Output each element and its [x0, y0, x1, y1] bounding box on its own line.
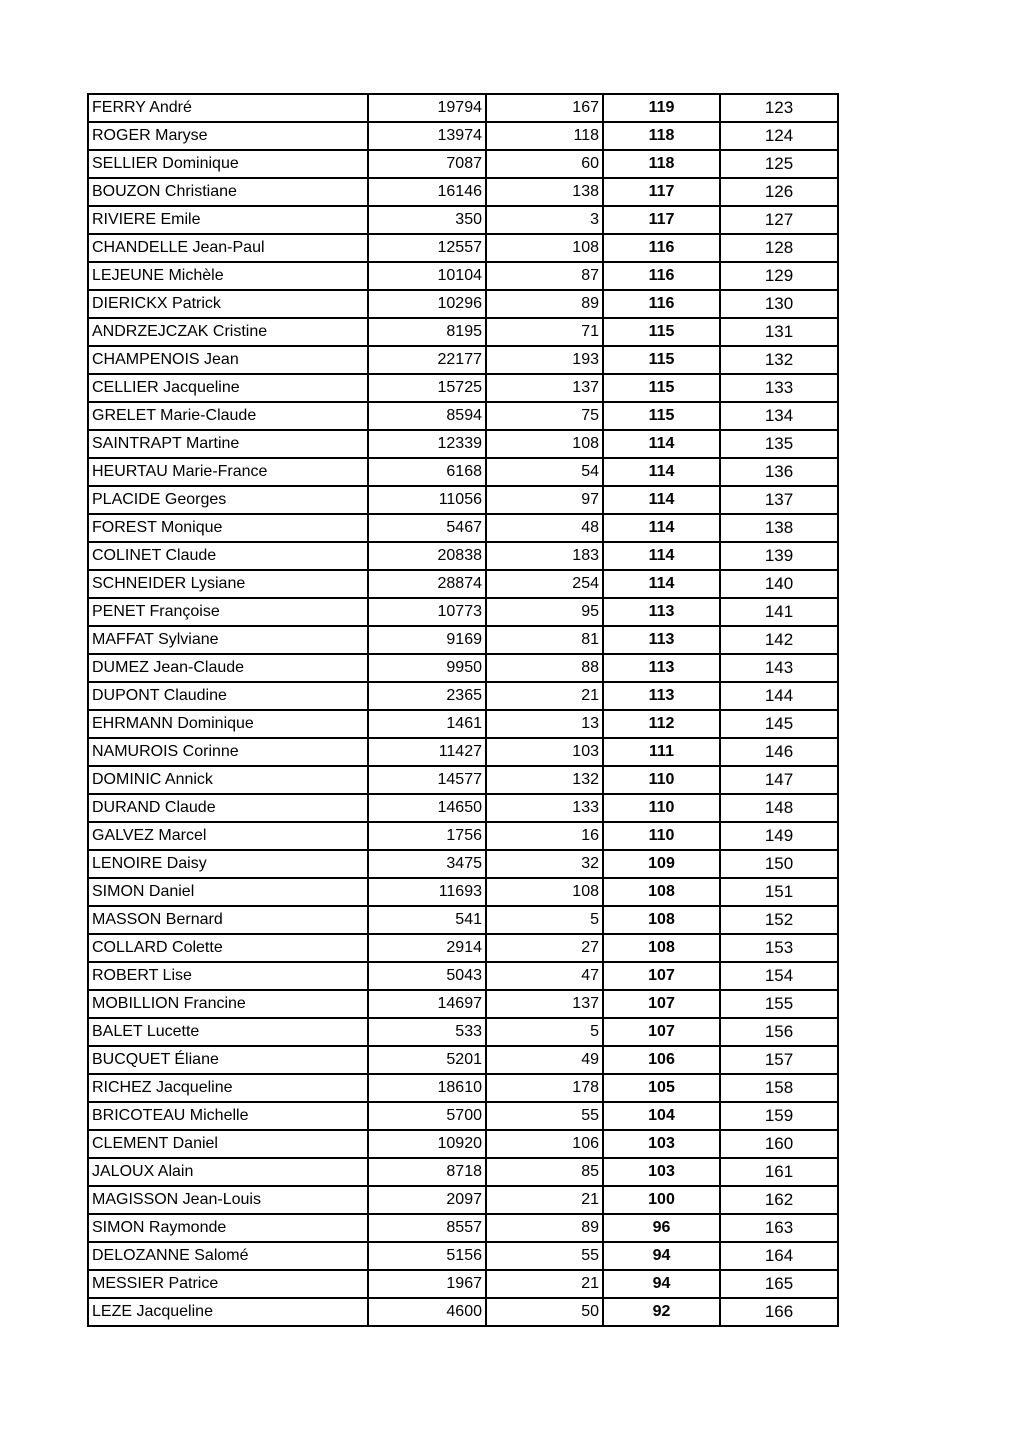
player-name-cell: DUMEZ Jean-Claude — [88, 654, 368, 682]
average-cell: 118 — [603, 150, 720, 178]
total-cell: 11693 — [368, 878, 486, 906]
average-cell: 114 — [603, 542, 720, 570]
count-cell: 138 — [486, 178, 603, 206]
table-row — [88, 150, 838, 178]
average-cell: 103 — [603, 1158, 720, 1186]
player-name-cell: BALET Lucette — [88, 1018, 368, 1046]
total-cell: 6168 — [368, 458, 486, 486]
table-row — [88, 962, 838, 990]
average-cell: 110 — [603, 794, 720, 822]
total-cell: 3475 — [368, 850, 486, 878]
average-cell: 104 — [603, 1102, 720, 1130]
rank-cell: 151 — [720, 878, 838, 906]
rank-cell: 141 — [720, 598, 838, 626]
rank-cell: 155 — [720, 990, 838, 1018]
player-name-cell: COLINET Claude — [88, 542, 368, 570]
total-cell: 8718 — [368, 1158, 486, 1186]
count-cell: 16 — [486, 822, 603, 850]
average-cell: 114 — [603, 486, 720, 514]
table-row — [88, 1186, 838, 1214]
count-cell: 108 — [486, 430, 603, 458]
player-name-cell: GALVEZ Marcel — [88, 822, 368, 850]
count-cell: 254 — [486, 570, 603, 598]
rank-cell: 130 — [720, 290, 838, 318]
rank-cell: 154 — [720, 962, 838, 990]
total-cell: 9950 — [368, 654, 486, 682]
count-cell: 75 — [486, 402, 603, 430]
count-cell: 27 — [486, 934, 603, 962]
rank-cell: 165 — [720, 1270, 838, 1298]
player-name-cell: BRICOTEAU Michelle — [88, 1102, 368, 1130]
count-cell: 32 — [486, 850, 603, 878]
rank-cell: 147 — [720, 766, 838, 794]
average-cell: 114 — [603, 458, 720, 486]
count-cell: 88 — [486, 654, 603, 682]
table-row — [88, 654, 838, 682]
rank-cell: 163 — [720, 1214, 838, 1242]
count-cell: 89 — [486, 290, 603, 318]
count-cell: 118 — [486, 122, 603, 150]
total-cell: 13974 — [368, 122, 486, 150]
table-row — [88, 1018, 838, 1046]
table-row — [88, 374, 838, 402]
table-row — [88, 458, 838, 486]
rank-cell: 162 — [720, 1186, 838, 1214]
player-name-cell: JALOUX Alain — [88, 1158, 368, 1186]
average-cell: 116 — [603, 262, 720, 290]
rank-cell: 132 — [720, 346, 838, 374]
average-cell: 113 — [603, 626, 720, 654]
average-cell: 106 — [603, 1046, 720, 1074]
player-name-cell: MAFFAT Sylviane — [88, 626, 368, 654]
average-cell: 114 — [603, 430, 720, 458]
table-row — [88, 542, 838, 570]
rank-cell: 157 — [720, 1046, 838, 1074]
player-name-cell: CELLIER Jacqueline — [88, 374, 368, 402]
count-cell: 48 — [486, 514, 603, 542]
average-cell: 114 — [603, 570, 720, 598]
total-cell: 2097 — [368, 1186, 486, 1214]
player-name-cell: DELOZANNE Salomé — [88, 1242, 368, 1270]
rank-cell: 146 — [720, 738, 838, 766]
average-cell: 118 — [603, 122, 720, 150]
table-row — [88, 290, 838, 318]
rank-cell: 161 — [720, 1158, 838, 1186]
total-cell: 5156 — [368, 1242, 486, 1270]
count-cell: 13 — [486, 710, 603, 738]
count-cell: 47 — [486, 962, 603, 990]
rank-cell: 135 — [720, 430, 838, 458]
rank-cell: 136 — [720, 458, 838, 486]
player-name-cell: ROGER Maryse — [88, 122, 368, 150]
total-cell: 11427 — [368, 738, 486, 766]
table-row — [88, 262, 838, 290]
player-name-cell: CHAMPENOIS Jean — [88, 346, 368, 374]
rank-cell: 123 — [720, 94, 838, 122]
rank-cell: 125 — [720, 150, 838, 178]
rank-cell: 127 — [720, 206, 838, 234]
count-cell: 5 — [486, 906, 603, 934]
count-cell: 167 — [486, 94, 603, 122]
results-table-body — [88, 94, 838, 1326]
rank-cell: 166 — [720, 1298, 838, 1326]
total-cell: 533 — [368, 1018, 486, 1046]
table-row — [88, 430, 838, 458]
average-cell: 107 — [603, 990, 720, 1018]
total-cell: 9169 — [368, 626, 486, 654]
player-name-cell: FOREST Monique — [88, 514, 368, 542]
rank-cell: 128 — [720, 234, 838, 262]
average-cell: 107 — [603, 962, 720, 990]
rank-cell: 134 — [720, 402, 838, 430]
table-row — [88, 206, 838, 234]
average-cell: 103 — [603, 1130, 720, 1158]
total-cell: 8557 — [368, 1214, 486, 1242]
player-name-cell: NAMUROIS Corinne — [88, 738, 368, 766]
rank-cell: 139 — [720, 542, 838, 570]
total-cell: 10296 — [368, 290, 486, 318]
count-cell: 108 — [486, 234, 603, 262]
table-row — [88, 94, 838, 122]
player-name-cell: GRELET Marie-Claude — [88, 402, 368, 430]
table-row — [88, 850, 838, 878]
count-cell: 103 — [486, 738, 603, 766]
count-cell: 21 — [486, 1270, 603, 1298]
table-row — [88, 346, 838, 374]
player-name-cell: DOMINIC Annick — [88, 766, 368, 794]
table-row — [88, 570, 838, 598]
rank-cell: 126 — [720, 178, 838, 206]
table-row — [88, 402, 838, 430]
table-row — [88, 1298, 838, 1326]
player-name-cell: SIMON Raymonde — [88, 1214, 368, 1242]
count-cell: 71 — [486, 318, 603, 346]
table-row — [88, 738, 838, 766]
player-name-cell: COLLARD Colette — [88, 934, 368, 962]
count-cell: 60 — [486, 150, 603, 178]
total-cell: 7087 — [368, 150, 486, 178]
count-cell: 106 — [486, 1130, 603, 1158]
count-cell: 108 — [486, 878, 603, 906]
table-row — [88, 1102, 838, 1130]
total-cell: 2914 — [368, 934, 486, 962]
player-name-cell: DIERICKX Patrick — [88, 290, 368, 318]
total-cell: 5201 — [368, 1046, 486, 1074]
average-cell: 100 — [603, 1186, 720, 1214]
count-cell: 21 — [486, 682, 603, 710]
rank-cell: 164 — [720, 1242, 838, 1270]
average-cell: 94 — [603, 1242, 720, 1270]
count-cell: 55 — [486, 1102, 603, 1130]
rank-cell: 148 — [720, 794, 838, 822]
count-cell: 85 — [486, 1158, 603, 1186]
count-cell: 87 — [486, 262, 603, 290]
rank-cell: 156 — [720, 1018, 838, 1046]
total-cell: 541 — [368, 906, 486, 934]
total-cell: 4600 — [368, 1298, 486, 1326]
table-row — [88, 794, 838, 822]
player-name-cell: FERRY André — [88, 94, 368, 122]
average-cell: 113 — [603, 598, 720, 626]
table-row — [88, 1270, 838, 1298]
rank-cell: 145 — [720, 710, 838, 738]
table-row — [88, 514, 838, 542]
total-cell: 8594 — [368, 402, 486, 430]
count-cell: 178 — [486, 1074, 603, 1102]
rank-cell: 153 — [720, 934, 838, 962]
player-name-cell: DURAND Claude — [88, 794, 368, 822]
average-cell: 113 — [603, 654, 720, 682]
rank-cell: 131 — [720, 318, 838, 346]
total-cell: 11056 — [368, 486, 486, 514]
count-cell: 89 — [486, 1214, 603, 1242]
player-name-cell: BUCQUET Éliane — [88, 1046, 368, 1074]
count-cell: 183 — [486, 542, 603, 570]
results-table — [87, 93, 839, 1327]
average-cell: 114 — [603, 514, 720, 542]
average-cell: 115 — [603, 402, 720, 430]
average-cell: 113 — [603, 682, 720, 710]
average-cell: 115 — [603, 346, 720, 374]
average-cell: 108 — [603, 906, 720, 934]
average-cell: 94 — [603, 1270, 720, 1298]
player-name-cell: MOBILLION Francine — [88, 990, 368, 1018]
rank-cell: 158 — [720, 1074, 838, 1102]
rank-cell: 137 — [720, 486, 838, 514]
rank-cell: 152 — [720, 906, 838, 934]
average-cell: 117 — [603, 206, 720, 234]
rank-cell: 150 — [720, 850, 838, 878]
total-cell: 10773 — [368, 598, 486, 626]
count-cell: 133 — [486, 794, 603, 822]
player-name-cell: PLACIDE Georges — [88, 486, 368, 514]
table-row — [88, 1046, 838, 1074]
total-cell: 16146 — [368, 178, 486, 206]
player-name-cell: SAINTRAPT Martine — [88, 430, 368, 458]
count-cell: 95 — [486, 598, 603, 626]
total-cell: 5043 — [368, 962, 486, 990]
table-row — [88, 1130, 838, 1158]
average-cell: 109 — [603, 850, 720, 878]
average-cell: 110 — [603, 766, 720, 794]
total-cell: 19794 — [368, 94, 486, 122]
table-row — [88, 318, 838, 346]
table-row — [88, 934, 838, 962]
rank-cell: 143 — [720, 654, 838, 682]
average-cell: 116 — [603, 234, 720, 262]
count-cell: 97 — [486, 486, 603, 514]
count-cell: 50 — [486, 1298, 603, 1326]
total-cell: 12557 — [368, 234, 486, 262]
total-cell: 14577 — [368, 766, 486, 794]
total-cell: 28874 — [368, 570, 486, 598]
player-name-cell: HEURTAU Marie-France — [88, 458, 368, 486]
average-cell: 110 — [603, 822, 720, 850]
player-name-cell: LEJEUNE Michèle — [88, 262, 368, 290]
table-row — [88, 234, 838, 262]
rank-cell: 149 — [720, 822, 838, 850]
total-cell: 22177 — [368, 346, 486, 374]
table-row — [88, 710, 838, 738]
average-cell: 108 — [603, 934, 720, 962]
total-cell: 12339 — [368, 430, 486, 458]
average-cell: 92 — [603, 1298, 720, 1326]
player-name-cell: MESSIER Patrice — [88, 1270, 368, 1298]
table-row — [88, 122, 838, 150]
rank-cell: 142 — [720, 626, 838, 654]
average-cell: 119 — [603, 94, 720, 122]
player-name-cell: BOUZON Christiane — [88, 178, 368, 206]
table-row — [88, 1242, 838, 1270]
total-cell: 8195 — [368, 318, 486, 346]
player-name-cell: MAGISSON Jean-Louis — [88, 1186, 368, 1214]
average-cell: 117 — [603, 178, 720, 206]
player-name-cell: SIMON Daniel — [88, 878, 368, 906]
total-cell: 5700 — [368, 1102, 486, 1130]
total-cell: 15725 — [368, 374, 486, 402]
total-cell: 14697 — [368, 990, 486, 1018]
total-cell: 350 — [368, 206, 486, 234]
player-name-cell: ANDRZEJCZAK Cristine — [88, 318, 368, 346]
rank-cell: 129 — [720, 262, 838, 290]
count-cell: 3 — [486, 206, 603, 234]
count-cell: 5 — [486, 1018, 603, 1046]
player-name-cell: EHRMANN Dominique — [88, 710, 368, 738]
table-row — [88, 766, 838, 794]
table-row — [88, 1158, 838, 1186]
average-cell: 111 — [603, 738, 720, 766]
player-name-cell: CHANDELLE Jean-Paul — [88, 234, 368, 262]
player-name-cell: MASSON Bernard — [88, 906, 368, 934]
rank-cell: 159 — [720, 1102, 838, 1130]
total-cell: 1756 — [368, 822, 486, 850]
player-name-cell: SELLIER Dominique — [88, 150, 368, 178]
player-name-cell: RICHEZ Jacqueline — [88, 1074, 368, 1102]
total-cell: 18610 — [368, 1074, 486, 1102]
average-cell: 115 — [603, 374, 720, 402]
table-row — [88, 682, 838, 710]
average-cell: 116 — [603, 290, 720, 318]
player-name-cell: ROBERT Lise — [88, 962, 368, 990]
total-cell: 10920 — [368, 1130, 486, 1158]
average-cell: 112 — [603, 710, 720, 738]
count-cell: 137 — [486, 990, 603, 1018]
table-row — [88, 906, 838, 934]
total-cell: 10104 — [368, 262, 486, 290]
table-row — [88, 822, 838, 850]
table-row — [88, 598, 838, 626]
count-cell: 54 — [486, 458, 603, 486]
total-cell: 1461 — [368, 710, 486, 738]
player-name-cell: CLEMENT Daniel — [88, 1130, 368, 1158]
count-cell: 21 — [486, 1186, 603, 1214]
player-name-cell: SCHNEIDER Lysiane — [88, 570, 368, 598]
rank-cell: 138 — [720, 514, 838, 542]
average-cell: 96 — [603, 1214, 720, 1242]
average-cell: 115 — [603, 318, 720, 346]
table-row — [88, 1074, 838, 1102]
player-name-cell: LENOIRE Daisy — [88, 850, 368, 878]
total-cell: 14650 — [368, 794, 486, 822]
rank-cell: 144 — [720, 682, 838, 710]
rank-cell: 160 — [720, 1130, 838, 1158]
count-cell: 132 — [486, 766, 603, 794]
count-cell: 81 — [486, 626, 603, 654]
total-cell: 2365 — [368, 682, 486, 710]
average-cell: 107 — [603, 1018, 720, 1046]
table-row — [88, 178, 838, 206]
average-cell: 108 — [603, 878, 720, 906]
rank-cell: 140 — [720, 570, 838, 598]
table-row — [88, 1214, 838, 1242]
count-cell: 193 — [486, 346, 603, 374]
player-name-cell: LEZE Jacqueline — [88, 1298, 368, 1326]
table-row — [88, 990, 838, 1018]
rank-cell: 124 — [720, 122, 838, 150]
table-row — [88, 878, 838, 906]
player-name-cell: PENET Françoise — [88, 598, 368, 626]
count-cell: 55 — [486, 1242, 603, 1270]
player-name-cell: RIVIERE Emile — [88, 206, 368, 234]
count-cell: 137 — [486, 374, 603, 402]
player-name-cell: DUPONT Claudine — [88, 682, 368, 710]
total-cell: 5467 — [368, 514, 486, 542]
table-row — [88, 486, 838, 514]
table-row — [88, 626, 838, 654]
average-cell: 105 — [603, 1074, 720, 1102]
total-cell: 1967 — [368, 1270, 486, 1298]
count-cell: 49 — [486, 1046, 603, 1074]
total-cell: 20838 — [368, 542, 486, 570]
rank-cell: 133 — [720, 374, 838, 402]
